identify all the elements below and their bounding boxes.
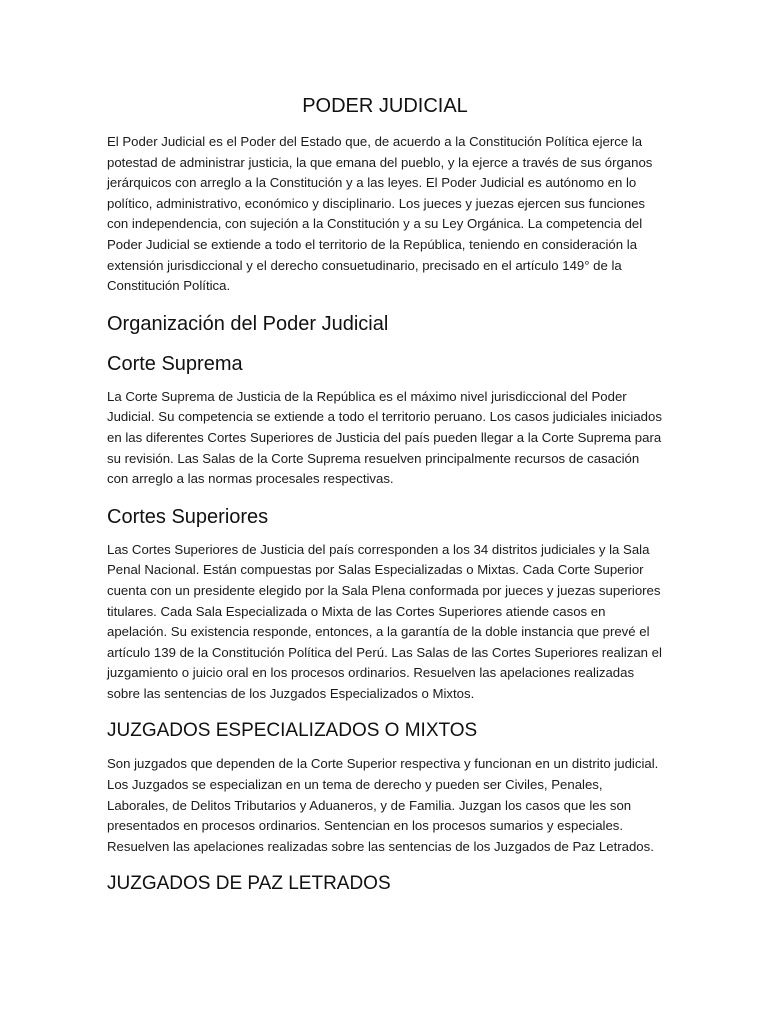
juzgados-paz-letrados-heading: JUZGADOS DE PAZ LETRADOS (107, 873, 391, 895)
corte-suprema-paragraph: La Corte Suprema de Justicia de la República es el máximo nivel jurisdiccional del Poder Judicial. Su competencia se extiende a todo el territorio peruano. Los casos judiciales iniciados en las diferentes Cortes Superiores de Justicia del país pueden llegar a la Corte Suprema para su revisión. Las Salas de la Corte Suprema resuelven principalmente recursos de casación con arreglo a las normas procesales respectivas. (107, 388, 662, 487)
cortes-superiores-heading: Cortes Superiores (107, 505, 269, 528)
juzgados-especializados-heading: JUZGADOS ESPECIALIZADOS O MIXTOS (107, 720, 478, 742)
cortes-superiores-paragraph: Las Cortes Superiores de Justicia del país corresponden a los 34 distritos judiciales y la Sala Penal Nacional. Están compuestas por Salas Especializadas o Mixtas. Cada Corte Superior cuenta con un presidente elegido por la Sala Plena conformada por jueces y juezas superiores titulares. Cada Sala Especializada o Mixta de las Cortes Superiores atiende casos en apelación. Su existencia responde, entonces, a la garantía de la doble instancia que prevé el artículo 139 de la Constitución Política del Perú. Las Salas de las Cortes Superiores realizan el juzgamiento o juicio oral en los procesos ordinarios. Resuelven las apelaciones realizadas sobre las sentencias de los Juzgados Especializados o Mixtos. (107, 541, 662, 701)
page-title: PODER JUDICIAL (302, 95, 468, 117)
corte-suprema-heading: Corte Suprema (107, 352, 243, 375)
document-content (107, 92, 663, 897)
intro-paragraph: El Poder Judicial es el Poder del Estado que, de acuerdo a la Constitución Política ejerce la potestad de administrar justicia, la que emana del pueblo, y la ejerce a través de sus órganos jerárquicos con arreglo a la Constitución y a las leyes. El Poder Judicial es autónomo en lo político, administrativo, económico y disciplinario. Los jueces y juezas ejercen sus funciones con independencia, con sujeción a la Constitución y a su Ley Orgánica. La competencia del Poder Judicial se extiende a todo el territorio de la República, teniendo en consideración la extensión jurisdiccional y el derecho consuetudinario, precisado en el artículo 149° de la Constitución Política. (107, 134, 653, 294)
organization-heading: Organización del Poder Judicial (107, 312, 389, 335)
juzgados-especializados-paragraph: Son juzgados que dependen de la Corte Superior respectiva y funcionan en un distrito judicial. Los Juzgados se especializan en un tema de derecho y pueden ser Civiles, Penales, Laborales, de Delitos Tributarios y Aduaneros, y de Familia. Juzgan los casos que les son presentados en procesos ordinarios. Sentencian en los procesos sumarios y especiales. Resuelven las apelaciones realizadas sobre las sentencias de los Juzgados de Paz Letrados. (107, 756, 659, 854)
